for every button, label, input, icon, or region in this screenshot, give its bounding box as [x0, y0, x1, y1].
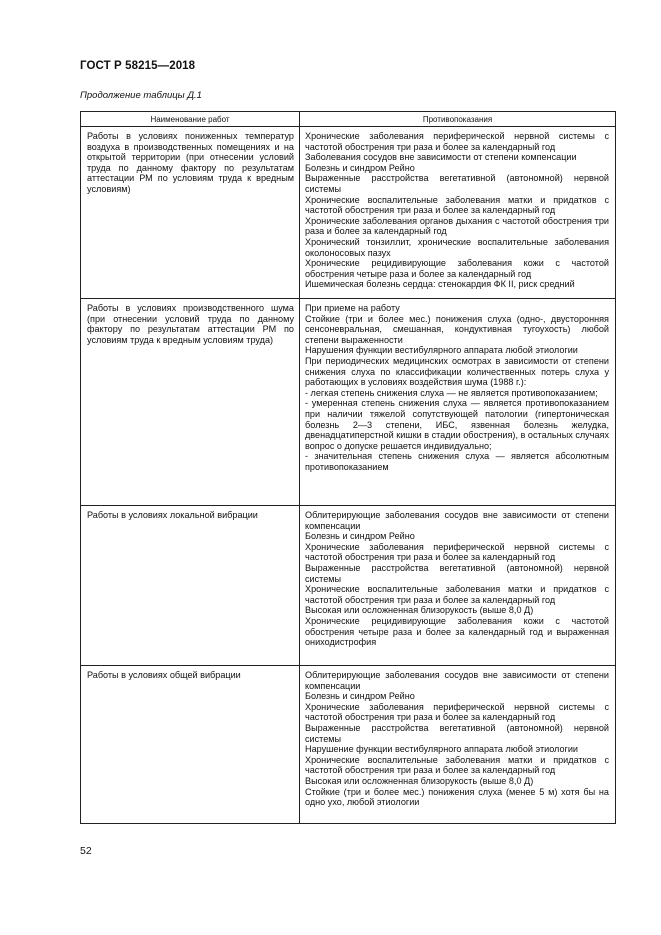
contraindication-item: Облитерирующие заболевания сосудов вне зависимости от степени компенсации — [305, 670, 609, 691]
contraindication-item: Хронические заболевания периферической нервной системы с частотой обострения три раза и более за календарный год — [305, 131, 609, 152]
contraindication-item: Высокая или осложненная близорукость (выше 8,0 Д) — [305, 605, 534, 616]
contraindication-item: Болезнь и синдром Рейно — [305, 691, 415, 702]
contraindications-cell — [300, 666, 616, 824]
contraindication-item: Болезнь и синдром Рейно — [305, 162, 415, 173]
contraindication-item: Нарушение функции вестибулярного аппарата любой этиологии — [305, 744, 578, 755]
contraindication-item: Стойкие (три и более мес.) понижения слуха (менее 5 м) хотя бы на одно ухо, любой этиологии — [305, 786, 609, 808]
contraindication-item: Болезнь и синдром Рейно — [305, 531, 415, 542]
contraindications-cell — [300, 506, 616, 666]
column-header-contraindications: Противопоказания — [300, 112, 616, 127]
contraindication-item: При приеме на работу — [305, 303, 400, 313]
work-name-cell: Работы в условиях общей вибрации — [81, 666, 300, 824]
contraindication-item: Облитерирующие заболевания сосудов вне зависимости от степени компенсации — [305, 510, 609, 531]
contraindication-item: Стойкие (три и более мес.) понижения слуха (одно-, двусторонняя сенсоневральная, смешанная, кондуктивная тугоухость) любой степени выраженности — [305, 313, 609, 345]
contraindication-item: Хронические заболевания периферической нервной системы с частотой обострения три раза и более за календарный год — [305, 541, 609, 563]
work-name-cell: Работы в условиях пониженных температур воздуха в производственных помещениях и на открытой территории (при отнесении условий труда по данному фактору по результатам аттестации РМ по условиям труда к вредным условиям) — [81, 127, 300, 299]
contraindication-item: Заболевания сосудов вне зависимости от степени компенсации — [305, 152, 577, 163]
contraindication-item: Ишемическая болезнь сердца: стенокардия ФК II, риск средний — [305, 279, 575, 290]
contraindication-item: Выраженные расстройства вегетативной (автономной) нервной системы — [305, 722, 609, 744]
work-name-cell: Работы в условиях локальной вибрации — [81, 506, 300, 666]
contraindication-item: Хронические заболевания органов дыхания с частотой обострения три раза и более за календарный год — [305, 215, 609, 237]
contraindication-item: - легкая степень снижения слуха — не является противопоказанием; — [305, 387, 598, 398]
contraindications-table — [80, 111, 616, 824]
page-number: 52 — [80, 845, 92, 857]
contraindication-item: Выраженные расстройства вегетативной (автономной) нервной системы — [305, 562, 609, 584]
contraindications-cell — [300, 127, 616, 299]
column-header-work: Наименование работ — [81, 112, 300, 127]
contraindication-item: Выраженные расстройства вегетативной (автономной) нервной системы — [305, 173, 609, 194]
table-row — [81, 299, 616, 506]
contraindication-item: Нарушения функции вестибулярного аппарата любой этиологии — [305, 345, 578, 356]
contraindication-item: - значительная степень снижения слуха — является абсолютным противопоказанием — [305, 451, 609, 472]
contraindication-item: Хронические воспалительные заболевания матки и придатков с частотой обострения три раза и более за календарный год — [305, 194, 609, 216]
contraindication-item: Хронические рецидивирующие заболевания кожи с частотой обострения четыре раза и более за календарный год — [305, 258, 609, 279]
table-row — [81, 506, 616, 666]
document-code: ГОСТ Р 58215—2018 — [80, 60, 196, 72]
contraindication-item: Хронические рецидивирующие заболевания кожи с частотой обострения четыре раза и более за календарный год и выраженная ониходистрофия — [305, 615, 609, 648]
work-name-cell: Работы в условиях производственного шума (при отнесении условий труда по данному фактору по результатам аттестации РМ по условиям труда к вредным условиям труда) — [81, 299, 300, 506]
contraindications-cell — [300, 299, 616, 506]
table-row — [81, 666, 616, 824]
contraindication-item: Хронические заболевания периферической нервной системы с частотой обострения три раза и более за календарный год — [305, 701, 609, 723]
contraindication-item: - умеренная степень снижения слуха — является противопоказанием при наличии тяжелой сопутствующей патологии (гипертоническая болезнь 2—3 степени, ИБС, язвенная болезнь желудка, двенадцатиперстной кишки в стадии обострения), в остальных случаях вопрос о допуске решается индивидуально; — [305, 398, 609, 451]
table-row — [81, 127, 616, 299]
table-continuation-caption: Продолжение таблицы Д.1 — [80, 90, 202, 101]
contraindication-item: Хронический тонзиллит, хронические воспалительные заболевания околоносовых пазух — [305, 236, 609, 258]
contraindication-item: Хронические воспалительные заболевания матки и придатков с частотой обострения три раза и более за календарный год — [305, 754, 609, 776]
contraindication-item: Хронические воспалительные заболевания матки и придатков с частотой обострения три раза и более за календарный год — [305, 584, 609, 605]
contraindication-item: При периодических медицинских осмотрах в зависимости от степени снижения слуха по классификации количественных потерь слуха у работающих в условиях воздействия шума (1988 г.): — [305, 355, 609, 388]
table-header-row — [81, 112, 616, 127]
contraindication-item: Высокая или осложненная близорукость (выше 8,0 Д) — [305, 775, 534, 786]
